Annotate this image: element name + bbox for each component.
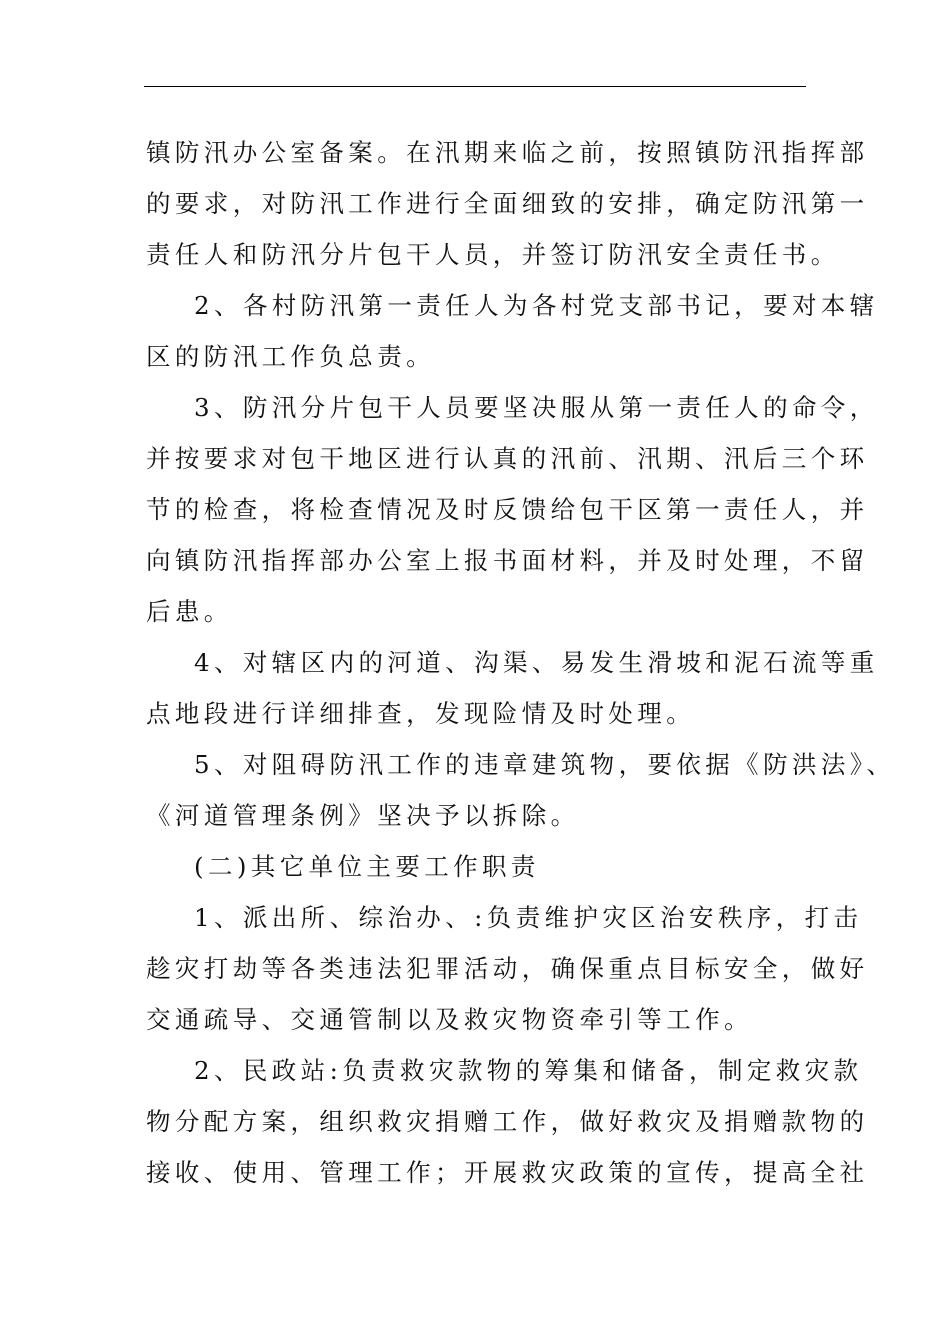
text-line: 责任人和防汛分片包干人员，并签订防汛安全责任书。 xyxy=(146,240,840,269)
text-line: 物分配方案，组织救灾捐赠工作，做好救灾及捐赠款物的 xyxy=(146,1107,869,1136)
text-line: 5、对阻碍防汛工作的违章建筑物，要依据《防洪法》、 xyxy=(194,750,896,779)
text-line: 镇防汛办公室备案。在汛期来临之前，按照镇防汛指挥部 xyxy=(146,138,869,167)
header-rule xyxy=(144,86,806,87)
text-line: 1、派出所、综治办、:负责维护灾区治安秩序，打击 xyxy=(194,903,863,932)
text-line: 并按要求对包干地区进行认真的汛前、汛期、汛后三个环 xyxy=(146,444,869,473)
text-line: 3、防汛分片包干人员要坚决服从第一责任人的命令， xyxy=(194,393,879,422)
document-body xyxy=(146,127,896,1198)
text-line: 点地段进行详细排查，发现险情及时处理。 xyxy=(146,699,696,728)
text-line: 2、各村防汛第一责任人为各村党支部书记，要对本辖 xyxy=(194,291,879,320)
section-heading: (二)其它单位主要工作职责 xyxy=(194,852,540,881)
text-line: 2、民政站:负责救灾款物的筹集和储备，制定救灾款 xyxy=(194,1056,863,1085)
text-line: 后患。 xyxy=(146,597,233,626)
text-line: 交通疏导、交通管制以及救灾物资牵引等工作。 xyxy=(146,1005,753,1034)
text-line: 4、对辖区内的河道、沟渠、易发生滑坡和泥石流等重 xyxy=(194,648,879,677)
text-line: 区的防汛工作负总责。 xyxy=(146,342,435,371)
text-line: 趁灾打劫等各类违法犯罪活动，确保重点目标安全，做好 xyxy=(146,954,869,983)
text-line: 的要求，对防汛工作进行全面细致的安排，确定防汛第一 xyxy=(146,189,869,218)
text-line: 《河道管理条例》坚决予以拆除。 xyxy=(146,801,580,830)
text-line: 接收、使用、管理工作；开展救灾政策的宣传，提高全社 xyxy=(146,1158,869,1187)
text-line: 节的检查，将检查情况及时反馈给包干区第一责任人，并 xyxy=(146,495,869,524)
text-line: 向镇防汛指挥部办公室上报书面材料，并及时处理，不留 xyxy=(146,546,869,575)
